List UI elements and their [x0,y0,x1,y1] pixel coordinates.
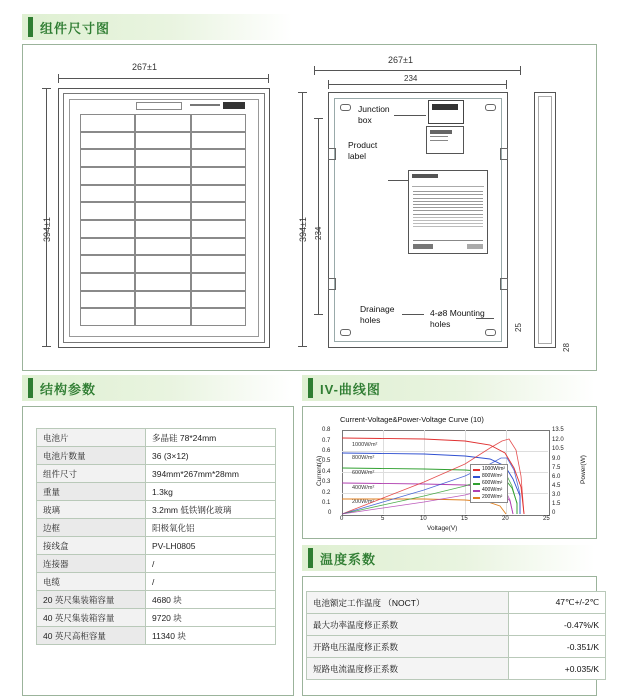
temperature-row-key: 电池额定工作温度 （NOCT） [307,592,509,614]
chart-curves [302,406,595,537]
front-width-dim: 267±1 [132,62,157,72]
structure-row-value: 1.3kg [146,483,276,501]
chart-annotation-200: 200W/m² [352,499,375,505]
chart-legend: 1000W/m² 800W/m² 600W/m² 400W/m² 200W/m² [470,464,508,503]
junction-box-label: Junction box [358,104,390,125]
structure-row-key: 40 英尺高柜容量 [37,627,146,645]
back-view-drawing [300,52,535,362]
temperature-row-value: +0.035/K [509,658,606,680]
chart-ylabel: Current(A) [316,455,323,486]
structure-row-key: 边框 [37,519,146,537]
structure-row-value: 阳极氧化铝 [146,519,276,537]
table-row [37,555,276,573]
structure-row-key: 玻璃 [37,501,146,519]
structure-row-value: 36 (3×12) [146,447,276,465]
structure-row-key: 40 英尺集装箱容量 [37,609,146,627]
table-row [37,537,276,555]
mounting-holes-label: 4-⌀8 Mounting holes [430,308,485,329]
table-row [307,636,606,658]
temperature-table [306,591,606,680]
section-accent-bar [28,17,33,37]
section-header-structure [22,375,292,401]
back-width-inner-dim: 234 [404,74,418,83]
chart-annotation-800: 800W/m² [352,455,375,461]
table-row [37,591,276,609]
section-title-dimensions: 组件尺寸图 [40,20,111,36]
structure-row-key: 接线盒 [37,537,146,555]
front-height-dim: 394±1 [42,217,52,242]
temperature-row-value: 47℃+/-2℃ [509,592,606,614]
product-label-callout: Product label [348,140,378,161]
back-height-outer-dim: 394±1 [298,217,308,242]
table-row [37,519,276,537]
structure-row-value: 3.2mm 低铁钢化玻璃 [146,501,276,519]
table-row [307,592,606,614]
back-height-inner-dim: 234 [314,226,323,240]
table-row [307,614,606,636]
table-row [37,609,276,627]
table-row [37,447,276,465]
section-accent-bar [308,548,313,568]
front-view-drawing [40,52,285,362]
table-row [307,658,606,680]
structure-row-key: 20 英尺集装箱容量 [37,591,146,609]
chart-xlabel: Voltage(V) [427,525,458,532]
iv-chart: Current-Voltage&Power-Voltage Curve (10) 0 0.1 0.2 0.3 0.4 0.5 0.6 0.7 0.8 0 1.5 3.0 4.5 6.0 7.5 9.0 10.5 12.0 13.5 0 5 10 15 20 25 Voltage(V) Current(A) Power(W) 1000W/m² 800W/m² 600W/m² 400W/m² 200W/m² 1000W/m² 800W/m² 600W/m² 400W/m² 200W/m² [302,406,595,537]
chart-annotation-600: 600W/m² [352,470,375,476]
structure-row-value: 11340 块 [146,627,276,645]
table-row [37,573,276,591]
structure-row-value: / [146,555,276,573]
chart-title: Current-Voltage&Power-Voltage Curve (10) [340,415,484,424]
table-row [37,429,276,447]
structure-row-key: 电池片 [37,429,146,447]
chart-y2label: Power(W) [580,455,587,484]
drainage-holes-label: Drainage holes [360,304,395,325]
temperature-row-key: 开路电压温度修正系数 [307,636,509,658]
structure-row-key: 电池片数量 [37,447,146,465]
structure-row-key: 组件尺寸 [37,465,146,483]
table-row [37,465,276,483]
temperature-row-key: 最大功率温度修正系数 [307,614,509,636]
section-accent-bar [28,378,33,398]
table-row [37,501,276,519]
section-accent-bar [308,378,313,398]
back-width-outer-dim: 267±1 [388,55,413,65]
structure-row-key: 电缆 [37,573,146,591]
structure-row-value: 多晶硅 78*24mm [146,429,276,447]
temperature-row-value: -0.351/K [509,636,606,658]
structure-row-key: 重量 [37,483,146,501]
structure-row-value: 4680 块 [146,591,276,609]
chart-annotation-1000: 1000W/m² [352,442,378,448]
section-title-structure: 结构参数 [40,381,97,397]
structure-row-value: 9720 块 [146,609,276,627]
table-row [37,483,276,501]
structure-row-value: PV-LH0805 [146,537,276,555]
section-header-dimensions [22,14,292,40]
back-small-dim: 25 [514,323,523,332]
structure-table [36,428,276,645]
section-title-iv: IV-曲线图 [320,381,381,397]
section-title-temp: 温度系数 [320,551,377,567]
product-label-box [408,170,488,254]
section-header-iv [302,375,595,401]
structure-row-key: 连接器 [37,555,146,573]
temperature-row-value: -0.47%/K [509,614,606,636]
structure-row-value: / [146,573,276,591]
front-cell-grid [80,114,246,326]
temperature-row-key: 短路电流温度修正系数 [307,658,509,680]
section-header-temp [302,545,595,571]
structure-row-value: 394mm*267mm*28mm [146,465,276,483]
chart-annotation-400: 400W/m² [352,485,375,491]
side-thickness-dim: 28 [562,343,571,352]
side-view-drawing [528,52,588,362]
table-row [37,627,276,645]
